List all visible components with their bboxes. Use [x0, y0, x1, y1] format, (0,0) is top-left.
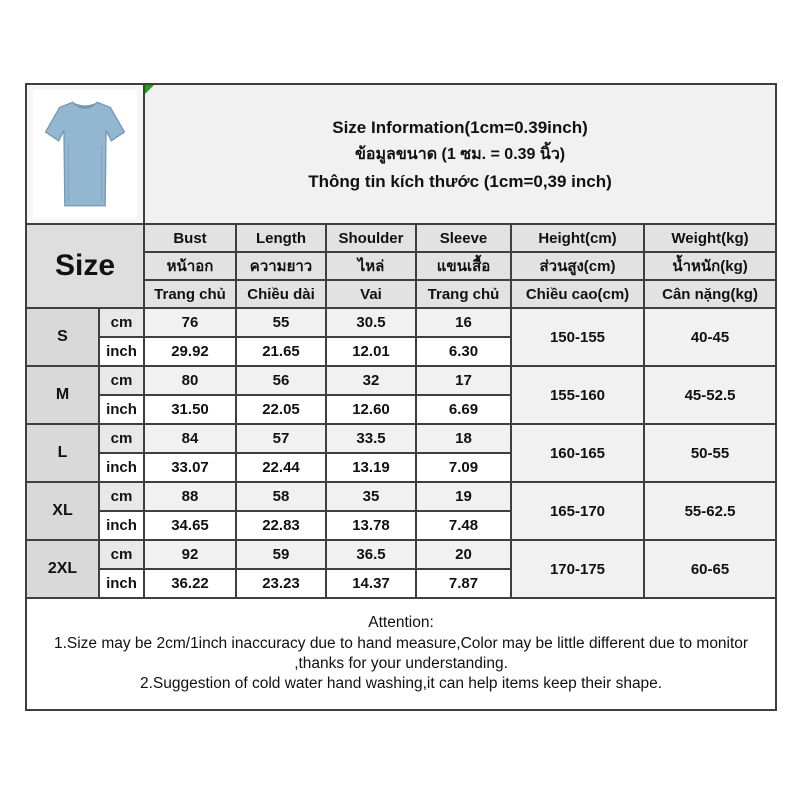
- measurement-cell: 13.78: [326, 511, 416, 540]
- size-header: Size: [26, 224, 144, 308]
- measurement-cell: 7.09: [416, 453, 511, 482]
- measurement-cell: 20: [416, 540, 511, 569]
- size-chart-table: [25, 83, 777, 711]
- measurement-cell: 16: [416, 308, 511, 337]
- col-header-length-en: Length: [236, 224, 326, 252]
- measurement-cell: 12.60: [326, 395, 416, 424]
- attention-title: Attention:: [368, 614, 434, 632]
- col-header-sleeve-th: แขนเสื้อ: [416, 252, 511, 280]
- measurement-cell: 56: [236, 366, 326, 395]
- weight-range-cell: 60-65: [644, 540, 776, 598]
- col-header-weight-vn: Cân nặng(kg): [644, 280, 776, 308]
- height-range-cell: 150-155: [511, 308, 644, 366]
- measurement-cell: 76: [144, 308, 236, 337]
- measurement-cell: 6.30: [416, 337, 511, 366]
- measurement-cell: 19: [416, 482, 511, 511]
- measurement-cell: 6.69: [416, 395, 511, 424]
- col-header-sleeve-vn: Trang chủ: [416, 280, 511, 308]
- tshirt-image: [41, 97, 129, 211]
- product-photo: [33, 90, 137, 218]
- height-range-cell: 155-160: [511, 366, 644, 424]
- measurement-cell: 7.48: [416, 511, 511, 540]
- unit-cell: inch: [99, 511, 144, 540]
- unit-cell: inch: [99, 337, 144, 366]
- measurement-cell: 36.5: [326, 540, 416, 569]
- weight-range-cell: 40-45: [644, 308, 776, 366]
- col-header-bust-en: Bust: [144, 224, 236, 252]
- size-label-xl: XL: [26, 482, 99, 540]
- unit-cell: cm: [99, 366, 144, 395]
- weight-range-cell: 55-62.5: [644, 482, 776, 540]
- measurement-cell: 23.23: [236, 569, 326, 598]
- measurement-cell: 21.65: [236, 337, 326, 366]
- measurement-cell: 92: [144, 540, 236, 569]
- title-thai: ข้อมูลขนาด (1 ซม. = 0.39 นิ้ว): [354, 145, 566, 163]
- size-label-2xl: 2XL: [26, 540, 99, 598]
- size-label-l: L: [26, 424, 99, 482]
- measurement-cell: 13.19: [326, 453, 416, 482]
- measurement-cell: 22.05: [236, 395, 326, 424]
- product-image-cell: [26, 84, 144, 224]
- unit-cell: cm: [99, 424, 144, 453]
- attention-line-1: 1.Size may be 2cm/1inch inaccuracy due to hand measure,Color may be little different due to monitor ,thanks for your understanding.: [53, 634, 749, 672]
- measurement-cell: 18: [416, 424, 511, 453]
- unit-cell: cm: [99, 308, 144, 337]
- measurement-cell: 14.37: [326, 569, 416, 598]
- col-header-height-vn: Chiều cao(cm): [511, 280, 644, 308]
- measurement-cell: 33.5: [326, 424, 416, 453]
- measurement-cell: 36.22: [144, 569, 236, 598]
- height-range-cell: 160-165: [511, 424, 644, 482]
- col-header-height-th: ส่วนสูง(cm): [511, 252, 644, 280]
- measurement-cell: 84: [144, 424, 236, 453]
- measurement-cell: 22.44: [236, 453, 326, 482]
- size-label-m: M: [26, 366, 99, 424]
- title-english: Size Information(1cm=0.39inch): [332, 117, 588, 137]
- unit-cell: cm: [99, 482, 144, 511]
- measurement-cell: 17: [416, 366, 511, 395]
- measurement-cell: 55: [236, 308, 326, 337]
- measurement-cell: 22.83: [236, 511, 326, 540]
- height-range-cell: 170-175: [511, 540, 644, 598]
- unit-cell: inch: [99, 395, 144, 424]
- measurement-cell: 34.65: [144, 511, 236, 540]
- measurement-cell: 31.50: [144, 395, 236, 424]
- col-header-weight-en: Weight(kg): [644, 224, 776, 252]
- col-header-weight-th: น้ำหนัก(kg): [644, 252, 776, 280]
- attention-line-2: 2.Suggestion of cold water hand washing,it can help items keep their shape.: [139, 675, 663, 693]
- measurement-cell: 58: [236, 482, 326, 511]
- measurement-cell: 57: [236, 424, 326, 453]
- measurement-cell: 80: [144, 366, 236, 395]
- col-header-sleeve-en: Sleeve: [416, 224, 511, 252]
- col-header-shoulder-th: ไหล่: [326, 252, 416, 280]
- title-vietnamese: Thông tin kích thước (1cm=0,39 inch): [308, 171, 612, 191]
- measurement-cell: 32: [326, 366, 416, 395]
- measurement-cell: 88: [144, 482, 236, 511]
- col-header-height-en: Height(cm): [511, 224, 644, 252]
- unit-cell: inch: [99, 453, 144, 482]
- col-header-bust-th: หน้าอก: [144, 252, 236, 280]
- col-header-bust-vn: Trang chủ: [144, 280, 236, 308]
- measurement-cell: 12.01: [326, 337, 416, 366]
- height-range-cell: 165-170: [511, 482, 644, 540]
- weight-range-cell: 50-55: [644, 424, 776, 482]
- measurement-cell: 35: [326, 482, 416, 511]
- weight-range-cell: 45-52.5: [644, 366, 776, 424]
- measurement-cell: 29.92: [144, 337, 236, 366]
- measurement-cell: 33.07: [144, 453, 236, 482]
- green-corner-flag-icon: [145, 85, 154, 94]
- col-header-length-vn: Chiều dài: [236, 280, 326, 308]
- unit-cell: inch: [99, 569, 144, 598]
- title-cell: [144, 84, 776, 224]
- col-header-shoulder-en: Shoulder: [326, 224, 416, 252]
- measurement-cell: 30.5: [326, 308, 416, 337]
- unit-cell: cm: [99, 540, 144, 569]
- col-header-length-th: ความยาว: [236, 252, 326, 280]
- attention-notes: [26, 598, 776, 710]
- measurement-cell: 59: [236, 540, 326, 569]
- col-header-shoulder-vn: Vai: [326, 280, 416, 308]
- size-label-s: S: [26, 308, 99, 366]
- measurement-cell: 7.87: [416, 569, 511, 598]
